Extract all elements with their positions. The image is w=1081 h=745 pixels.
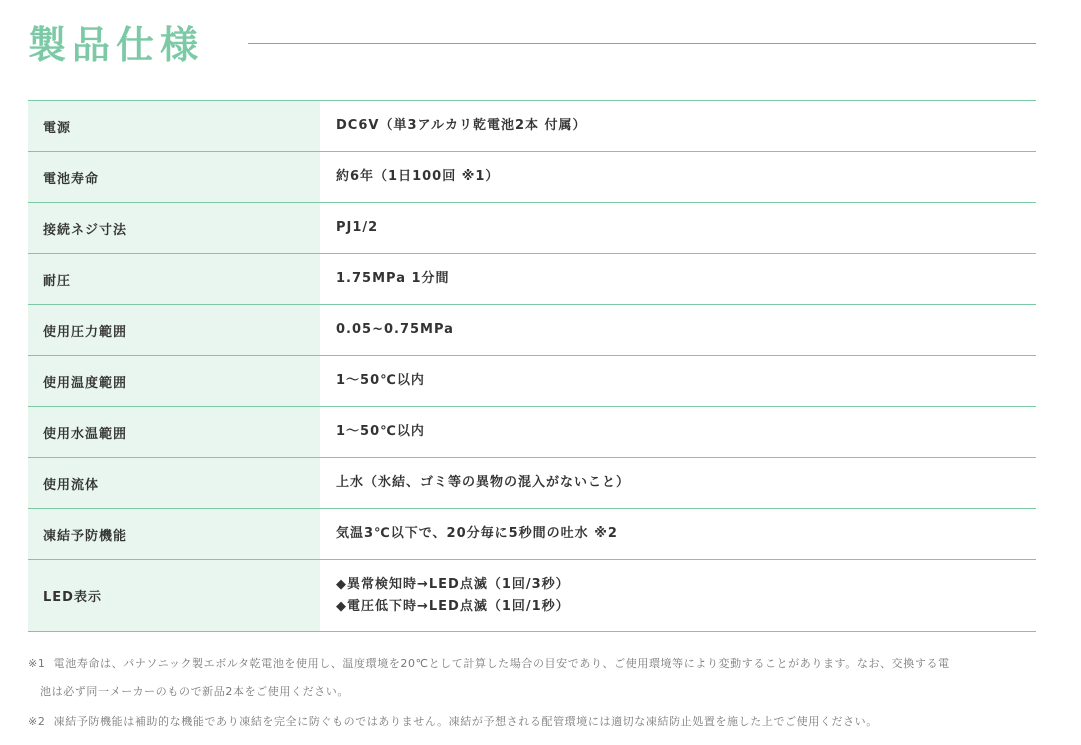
spec-label-power: 電源 xyxy=(28,101,320,152)
spec-table xyxy=(28,100,1036,632)
footnote-2 xyxy=(28,708,1038,736)
spec-value-battery-life xyxy=(320,152,1036,203)
footnote-text: 電池寿命は、パナソニック製エボルタ乾電池を使用し、温度環境を20℃として計算した場合の目安であり、ご使用環境等により変動することがあります。なお、交換する電 xyxy=(53,657,950,670)
value-line: 1.75MPa 1分間 xyxy=(336,271,450,286)
spec-label-temperature-range: 使用温度範囲 xyxy=(28,356,320,407)
spec-value-led-display xyxy=(320,560,1036,632)
spec-label-led-display: LED表示 xyxy=(28,560,320,632)
table-row xyxy=(28,458,1036,509)
table-row xyxy=(28,305,1036,356)
spec-label-water-temperature-range: 使用水温範囲 xyxy=(28,407,320,458)
value-line: 0.05~0.75MPa xyxy=(336,322,454,337)
spec-label-thread-size: 接続ネジ寸法 xyxy=(28,203,320,254)
spec-label-battery-life: 電池寿命 xyxy=(28,152,320,203)
footnote-line xyxy=(28,678,1038,706)
table-row xyxy=(28,203,1036,254)
value-line: 約6年（1日100回 ※1） xyxy=(336,169,500,184)
value-line: ◆異常検知時→LED点滅（1回/3秒） xyxy=(336,576,570,592)
footnote-1 xyxy=(28,650,1038,706)
table-row xyxy=(28,509,1036,560)
value-line: DC6V（単3アルカリ乾電池2本 付属） xyxy=(336,118,587,133)
spec-value-freeze-prevention xyxy=(320,509,1036,560)
footnote-line xyxy=(28,650,1038,678)
spec-label-freeze-prevention: 凍結予防機能 xyxy=(28,509,320,560)
value-line: 1～50℃以内 xyxy=(336,373,425,388)
page-title: 製品仕様 xyxy=(28,23,205,67)
title-divider xyxy=(248,43,1036,44)
spec-label-pressure-resistance: 耐圧 xyxy=(28,254,320,305)
spec-value-fluid xyxy=(320,458,1036,509)
value-line: 気温3℃以下で、20分毎に5秒間の吐水 ※2 xyxy=(336,526,618,541)
spec-value-temperature-range xyxy=(320,356,1036,407)
value-line: 上水（氷結、ゴミ等の異物の混入がないこと） xyxy=(336,475,631,490)
spec-label-pressure-range: 使用圧力範囲 xyxy=(28,305,320,356)
value-line: PJ1/2 xyxy=(336,220,379,235)
table-row xyxy=(28,101,1036,152)
spec-value-pressure-range xyxy=(320,305,1036,356)
spec-value-pressure-resistance xyxy=(320,254,1036,305)
value-line: ◆電圧低下時→LED点滅（1回/1秒） xyxy=(336,598,570,614)
table-row xyxy=(28,356,1036,407)
value-line: 1～50℃以内 xyxy=(336,424,425,439)
table-row xyxy=(28,254,1036,305)
spec-value-thread-size xyxy=(320,203,1036,254)
table-row xyxy=(28,407,1036,458)
spec-value-water-temperature-range xyxy=(320,407,1036,458)
spec-value-power xyxy=(320,101,1036,152)
table-row xyxy=(28,560,1036,632)
footnote-text: 凍結予防機能は補助的な機能であり凍結を完全に防ぐものではありません。凍結が予想される配管環境には適切な凍結防止処置を施した上でご使用ください。 xyxy=(53,715,878,728)
footnotes xyxy=(28,650,1038,736)
footnote-text: 池は必ず同一メーカーのもので新品2本をご使用ください。 xyxy=(40,685,349,698)
footnote-mark: ※2 xyxy=(28,715,46,728)
spec-label-fluid: 使用流体 xyxy=(28,458,320,509)
table-row xyxy=(28,152,1036,203)
footnote-mark: ※1 xyxy=(28,657,46,670)
footnote-line xyxy=(28,708,1038,736)
